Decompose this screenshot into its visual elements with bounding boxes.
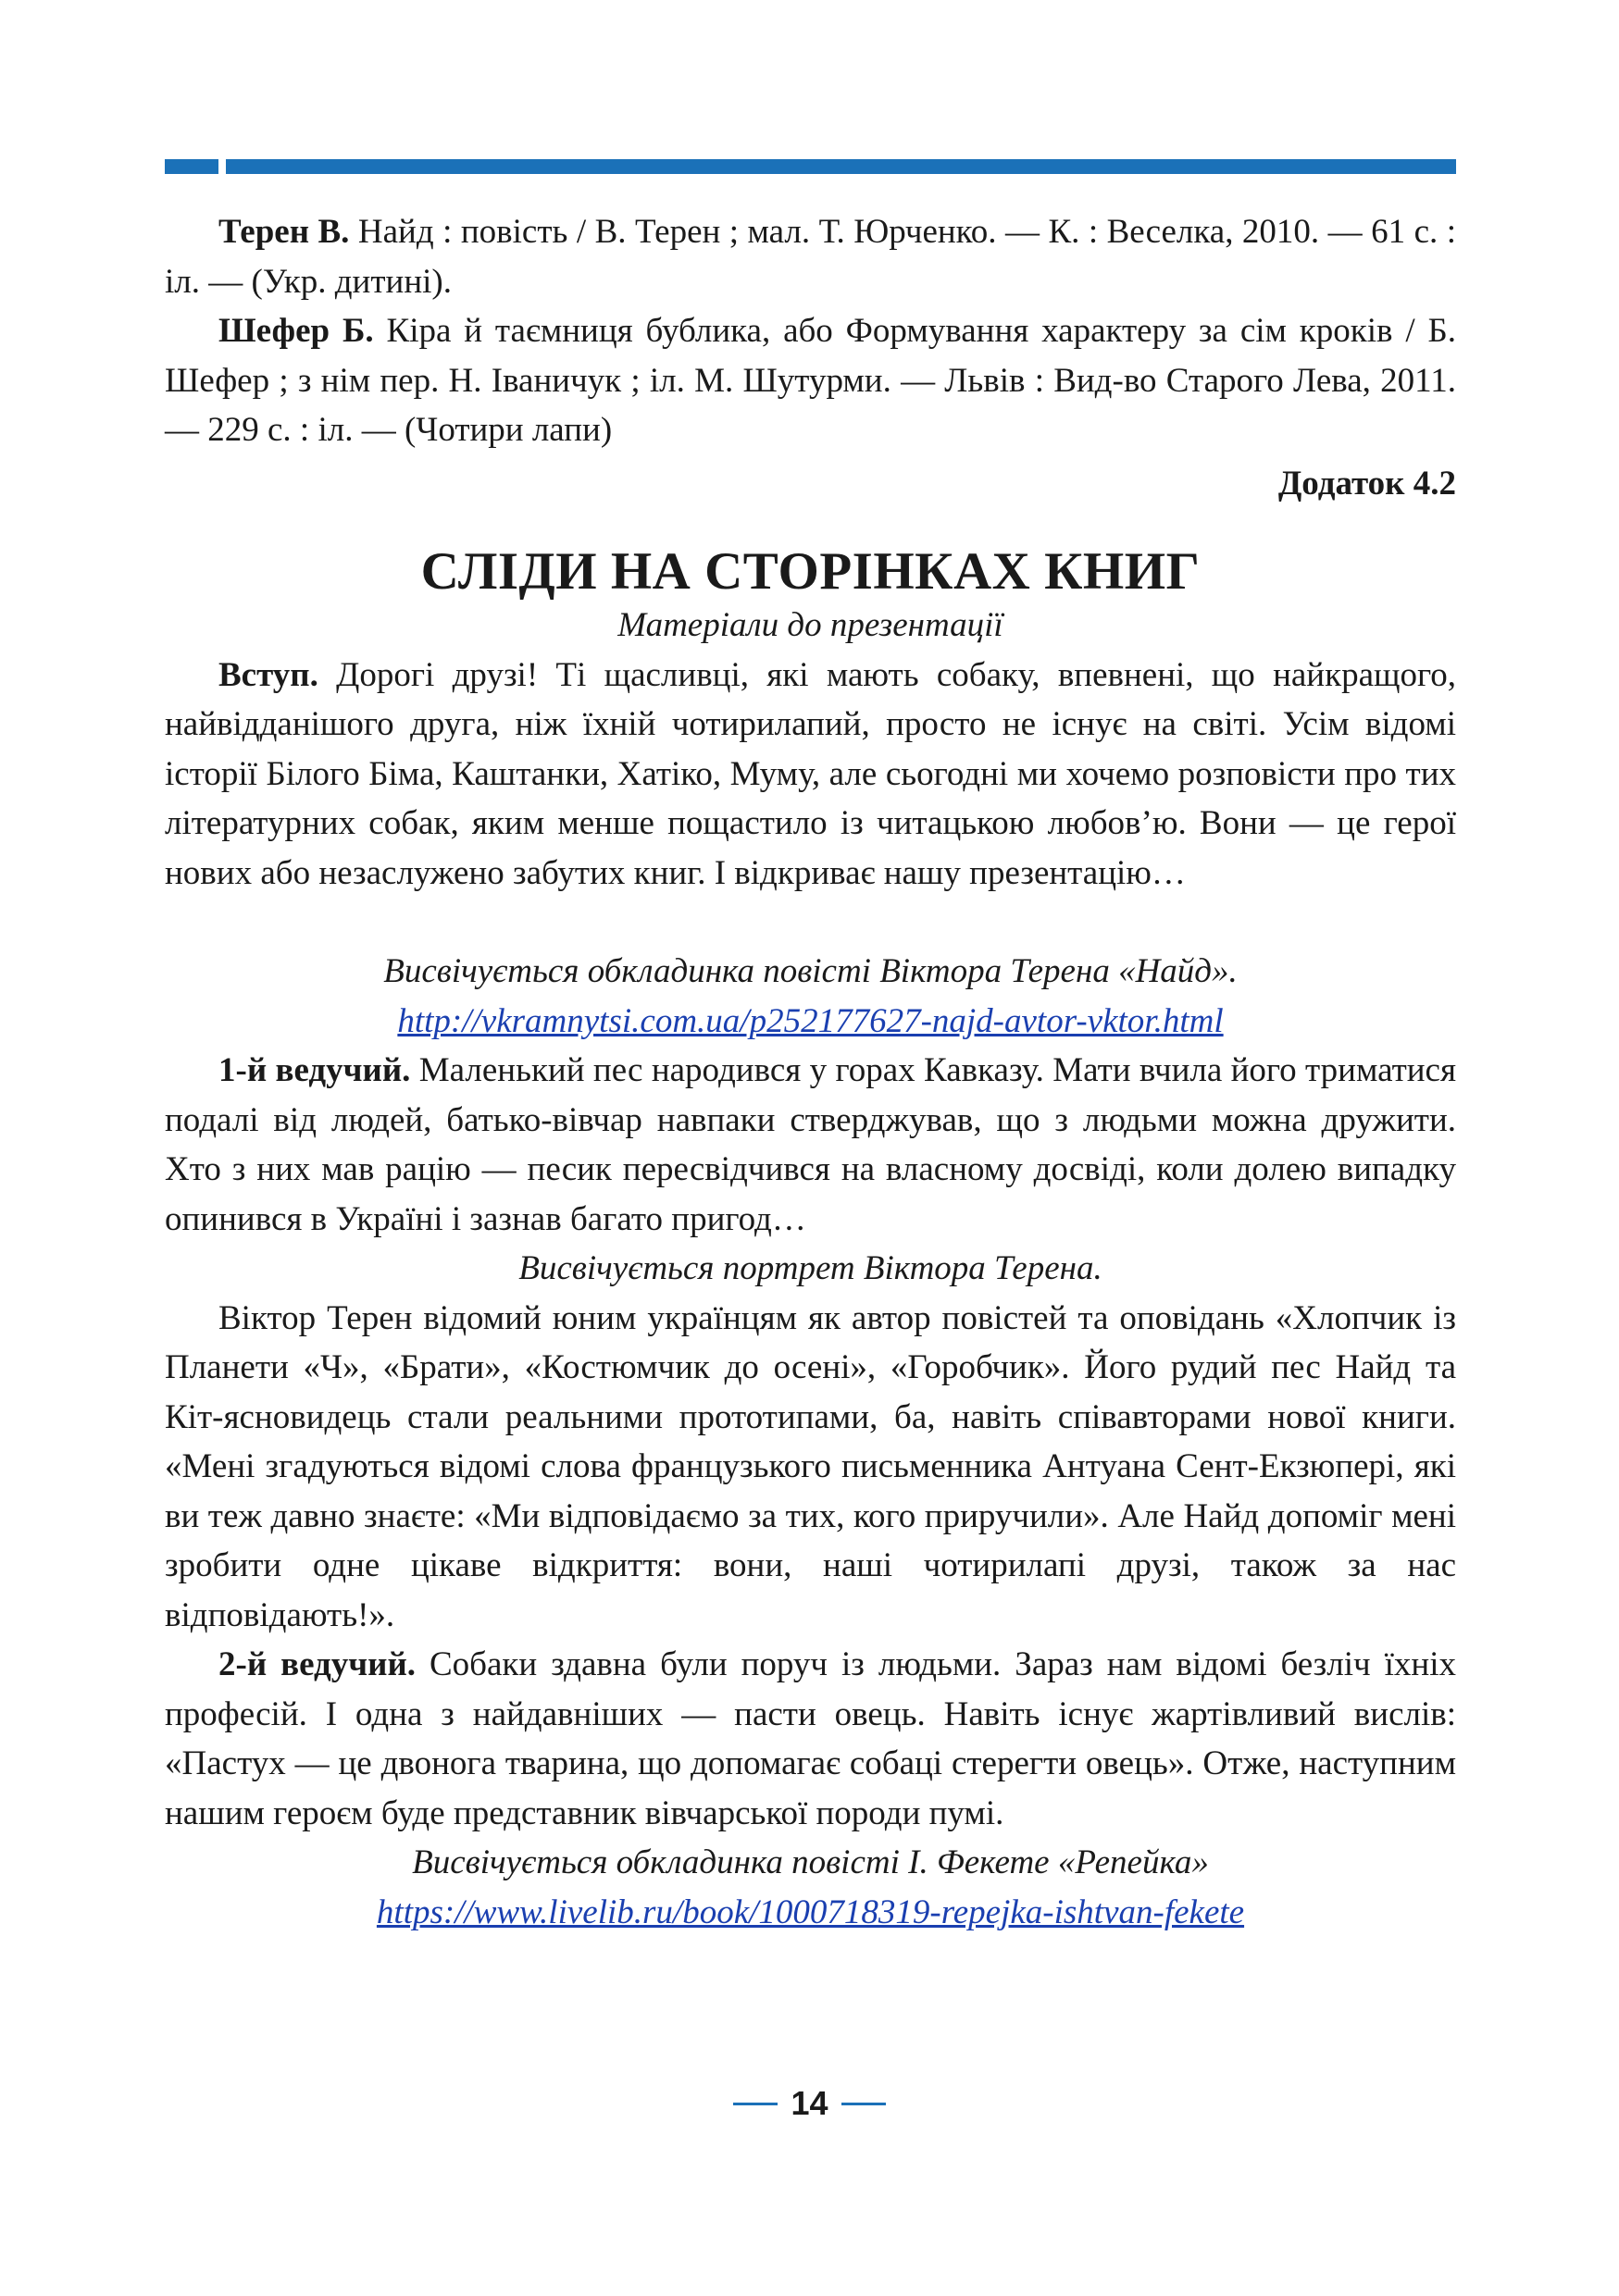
appendix-label: Додаток 4.2 xyxy=(1277,464,1456,503)
slide-note-text: Висвічується обкладинка повісті Віктора Терена «Найд». xyxy=(383,952,1238,990)
host1-lead: 1-й ведучий. xyxy=(218,1051,411,1089)
intro-paragraph xyxy=(165,651,1456,899)
intro-text: Дорогі друзі! Ті щасливці, які мають собаку, впевнені, що найкращого, найвідданішого друга, ніж їхній чотирилапий, просто не існує на світі. Усім відомі історії Білого Біма, Каштанки, Хатіко, Муму, але сьогодні ми хочемо розповісти про тих літературних собак, яким менше пощастило із читацькою любов’ю. Вони — це герої нових або незаслужено забутих книг. І відкриває нашу презентацію… xyxy=(165,655,1456,892)
section-subtitle: Матеріали до презентації xyxy=(617,606,1003,644)
bibliography-text: Кіра й таємниця бублика, або Формування характеру за сім кроків / Б. Шефер ; з нім пер. Н. Іваничук ; іл. М. Шутурми. — Львів : Вид-во Старого Лева, 2011. — 229 с. : іл. — (Чотири лапи) xyxy=(165,312,1456,449)
slide-note-cover-najd xyxy=(165,947,1456,1046)
bibliography-entry xyxy=(165,306,1456,455)
bibliography-author: Шефер Б. xyxy=(218,312,374,350)
page-content xyxy=(165,207,1456,1937)
host1-text: Маленький пес народився у горах Кавказу. Мати вчила його триматися подалі від людей, батько-вівчар навпаки стверджував, що з людьми можна дружити. Хто з них мав рацію — песик пересвідчився на власному досвіді, коли долею випадку опинився в Україні і зазнав багато пригод… xyxy=(165,1051,1456,1238)
repejka-cover-link[interactable]: https://www.livelib.ru/book/1000718319-repejka-ishtvan-fekete xyxy=(376,1893,1245,1931)
slide-note-text: Висвічується обкладинка повісті І. Фекете «Репейка» xyxy=(412,1843,1209,1881)
teren-paragraph: Віктор Терен відомий юним українцям як автор повістей та оповідань «Хлопчик із Планети «Ч», «Брати», «Костюмчик до осені», «Горобчик». Його рудий пес Найд та Кіт-ясновидець стали реальними прототипами, ба, навіть співавторами нової книги. «Мені згадуються відомі слова французького письменника Антуана Сент-Екзюпері, які ви теж давно знаєте: «Ми відповідаємо за тих, кого приручили». Але Найд допоміг мені зробити одне цікаве відкриття: вони, наші чотирилапі друзі, також за нас відповідають!». xyxy=(165,1298,1456,1634)
host2-text: Собаки здавна були поруч із людьми. Зараз нам відомі безліч їхніх професій. І одна з найдавніших — пасти овець. Навіть існує жартівливий вислів: «Пастух — це двонога тварина, що допомагає собаці стерегти овець». Отже, наступним нашим героєм буде представник вівчарської породи пумі. xyxy=(165,1645,1456,1832)
header-rule xyxy=(165,159,1456,174)
slide-note-portrait: Висвічується портрет Віктора Терена. xyxy=(518,1249,1102,1287)
page-footer xyxy=(0,2084,1619,2130)
footer-dash-right xyxy=(841,2103,886,2105)
host1-paragraph xyxy=(165,1046,1456,1244)
slide-note-cover-repejka xyxy=(165,1838,1456,1937)
host2-lead: 2-й ведучий. xyxy=(218,1645,417,1683)
najd-cover-link[interactable]: http://vkramnytsi.com.ua/p252177627-najd-avtor-vktor.html xyxy=(397,1001,1224,1040)
bibliography-entry xyxy=(165,207,1456,306)
bibliography-author: Терен В. xyxy=(218,213,350,251)
footer-dash-left xyxy=(733,2103,778,2105)
intro-lead: Вступ. xyxy=(218,655,318,694)
host2-paragraph xyxy=(165,1640,1456,1838)
header-rule-long-segment xyxy=(226,159,1456,174)
page-number: 14 xyxy=(791,2084,828,2122)
spacer xyxy=(165,898,1456,947)
header-rule-short-segment xyxy=(165,159,218,174)
section-title: СЛІДИ НА СТОРІНКАХ КНИГ xyxy=(420,542,1201,601)
bibliography-text: Найд : повість / В. Терен ; мал. Т. Юрченко. — К. : Веселка, 2010. — 61 с. : іл. — (Укр. дитині). xyxy=(165,213,1456,301)
